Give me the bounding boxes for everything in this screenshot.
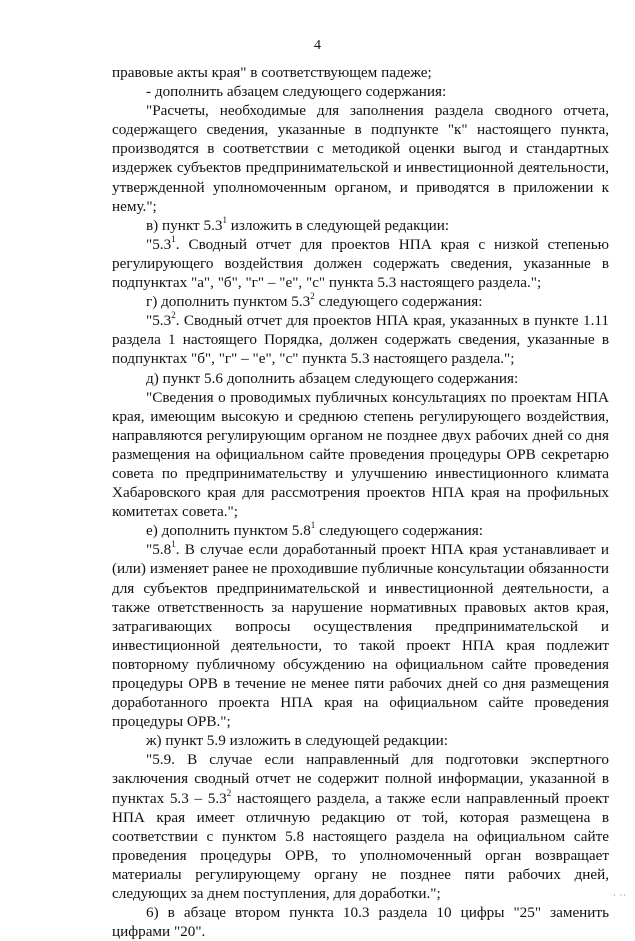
text-run: . Сводный отчет для проектов НПА края с низкой степенью регулирующего воздействия должен содержать сведения, указанные в подпунктах "а", "б", "г" – "е", "с" пункта 5.3 настоящего раздела."; xyxy=(112,235,609,292)
text-run: - дополнить абзацем следующего содержания: xyxy=(146,83,447,101)
superscript: 2 xyxy=(226,787,232,798)
text-run: д) пункт 5.6 дополнить абзацем следующего содержания: xyxy=(146,369,519,387)
text-run: ж) пункт 5.9 изложить в следующей редакции: xyxy=(146,732,448,750)
paragraph xyxy=(112,521,609,540)
text-run: правовые акты края" в соответствующем падеже; xyxy=(112,64,432,81)
superscript: 2 xyxy=(171,310,176,321)
text-run: . Сводный отчет для проектов НПА края, указанных в пункте 1.11 раздела 1 настоящего Порядка, должен содержать сведения, указанные в подпунктах "б", "г" – "е", "с" пункта 5.3 настоящего раздела."; xyxy=(112,312,609,368)
paragraph xyxy=(112,82,609,101)
paragraph xyxy=(112,216,609,235)
superscript: 1 xyxy=(222,214,227,225)
paragraph xyxy=(112,311,609,368)
text-run: следующего содержания: xyxy=(314,293,483,311)
document-body xyxy=(112,63,609,941)
paragraph xyxy=(112,101,609,216)
text-run: 6) в абзаце втором пункта 10.3 раздела 10 цифры "25" заменить цифрами "20". xyxy=(112,904,609,941)
text-run: "5.3 xyxy=(146,312,172,330)
paragraph xyxy=(112,731,609,750)
superscript: 2 xyxy=(310,291,315,302)
paragraph xyxy=(112,903,609,941)
page-number: 4 xyxy=(314,38,321,53)
text-run: "Расчеты, необходимые для заполнения раздела сводного отчета, содержащего сведения, указанные в подпункте "к" настоящего пункта, производятся в соответствии с методикой оценки выгод и стандартных издержек субъектов предпринимательской и инвестиционной деятельности, утвержденной уполномоченным органом, и приводятся в приложении к нему."; xyxy=(112,102,609,215)
superscript: 1 xyxy=(310,520,316,531)
superscript: 1 xyxy=(171,233,176,244)
text-run: "5.8 xyxy=(146,541,172,559)
paragraph xyxy=(112,63,609,82)
text-run: "5.3 xyxy=(146,235,172,253)
scan-artifact: · ·· xyxy=(613,891,627,900)
text-run: в) пункт 5.3 xyxy=(146,216,223,234)
text-run: настоящего раздела, а также если направленный проект НПА края имеет отличную редакцию от той, которая размещена в соответствии с пунктом 5.8 настоящего раздела на официальном сайте проведения процедуры ОРВ, то уполномоченный орган возвращает материалы регулирующему органу не позднее пяти рабочих дней, следующих за днем поступления, для доработки."; xyxy=(112,789,610,903)
text-run: "5.9. В случае если направленный для подготовки экспертного заключения сводный отчет не содержит полной информации, указанной в пунктах 5.3 – 5.3 xyxy=(112,751,609,807)
text-run: . В случае если доработанный проект НПА края устанавливает и (или) изменяет ранее не проходившие публичные консультации обязанности для субъектов предпринимательской и инвестиционной деятельности, а также ответственность за нарушение нормативных правовых актов края, затрагивающих вопросы осуществления предпринимательской и инвестиционной деятельности, то такой проект НПА края подлежит повторному публичному обсуждению на официальном сайте проведения процедуры ОРВ в течение не менее пяти рабочих дней со дня размещения доработанного проекта НПА края на официальном сайте проведения процедуры ОРВ."; xyxy=(112,541,609,731)
paragraph xyxy=(112,388,609,522)
superscript: 1 xyxy=(171,539,176,550)
text-run: следующего содержания: xyxy=(315,522,483,540)
text-run: г) дополнить пунктом 5.3 xyxy=(146,293,311,311)
text-run: "Сведения о проводимых публичных консультациях по проектам НПА края, имеющим высокую и среднюю степень регулирующего воздействия, направляются регулирующим органом не позднее двух рабочих дней со дня размещения на официальном сайте проведения процедуры ОРВ секретарю совета по предпринимательству и улучшению инвестиционного климата Хабаровского края для рассмотрения проектов НПА края на профильных комитетах совета."; xyxy=(112,388,609,521)
paragraph xyxy=(112,235,609,292)
paragraph xyxy=(112,540,609,731)
paragraph xyxy=(112,292,609,311)
text-run: е) дополнить пунктом 5.8 xyxy=(146,522,311,540)
paragraph xyxy=(112,750,609,903)
paragraph xyxy=(112,369,609,388)
text-run: изложить в следующей редакции: xyxy=(226,216,450,234)
